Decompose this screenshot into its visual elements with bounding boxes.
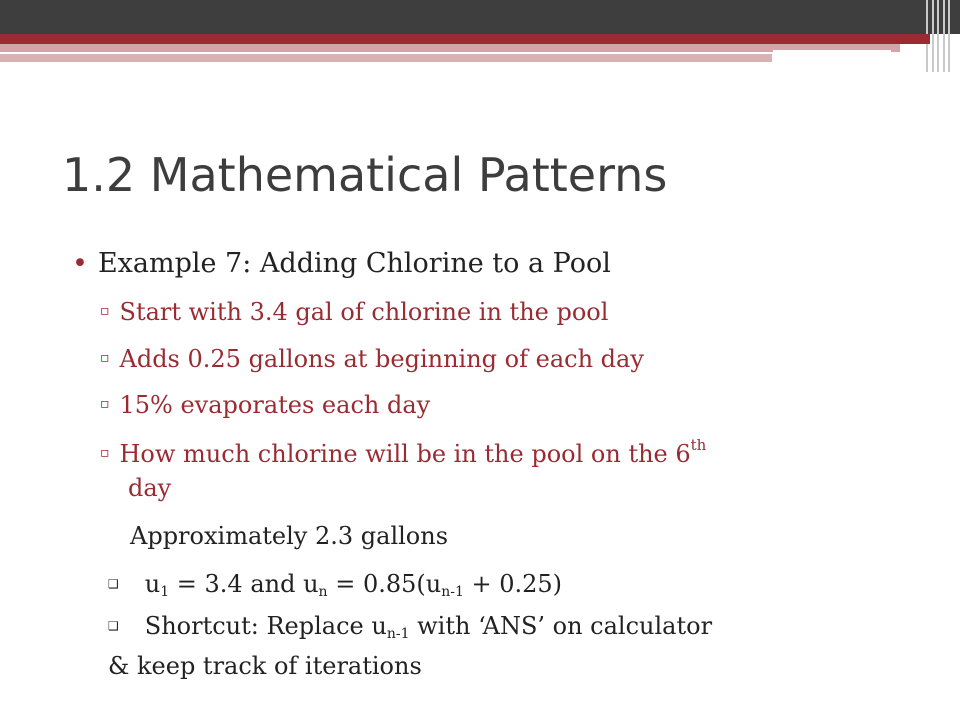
checkbox-bullet-icon: ❑ xyxy=(108,619,119,633)
header-pink-line-2 xyxy=(0,54,772,62)
header-pink-line-1 xyxy=(0,44,900,52)
slide-title: 1.2 Mathematical Patterns xyxy=(62,148,668,202)
formula-line: ❑ $u_1 = 3.4$ and $u_n = 0.85(u_{n-1} + 0.25)$ xyxy=(108,570,563,600)
iteration-note: & keep track of iterations xyxy=(108,652,422,680)
bullet-dot: • xyxy=(72,248,88,279)
square-bullet-icon: ▫ xyxy=(100,350,110,366)
header-divider xyxy=(773,50,891,52)
sub-bullet-4: ▫ How much chlorine will be in the pool on the 6th xyxy=(100,436,707,468)
example-heading xyxy=(72,248,611,279)
square-bullet-icon: ▫ xyxy=(100,303,110,319)
checkbox-bullet-icon: ❑ xyxy=(108,577,119,591)
square-bullet-icon: ▫ xyxy=(100,396,110,412)
header-red-bar xyxy=(0,34,930,44)
shortcut-line: ❑ Shortcut: Replace $u_{n-1}$ with ‘ANS’ on calculator xyxy=(108,612,713,642)
sub-bullet-2: ▫ Adds 0.25 gallons at beginning of each day xyxy=(100,345,644,373)
sub-bullet-4-continuation: day xyxy=(128,474,172,502)
sub-bullet-1: ▫ Start with 3.4 gal of chlorine in the pool xyxy=(100,298,609,326)
answer-text: Approximately 2.3 gallons xyxy=(130,522,449,550)
example-text: Example 7: Adding Chlorine to a Pool xyxy=(97,248,611,279)
header-dark-bar xyxy=(0,0,960,34)
square-bullet-icon: ▫ xyxy=(100,445,110,461)
sub-bullet-3: ▫ 15% evaporates each day xyxy=(100,391,431,419)
